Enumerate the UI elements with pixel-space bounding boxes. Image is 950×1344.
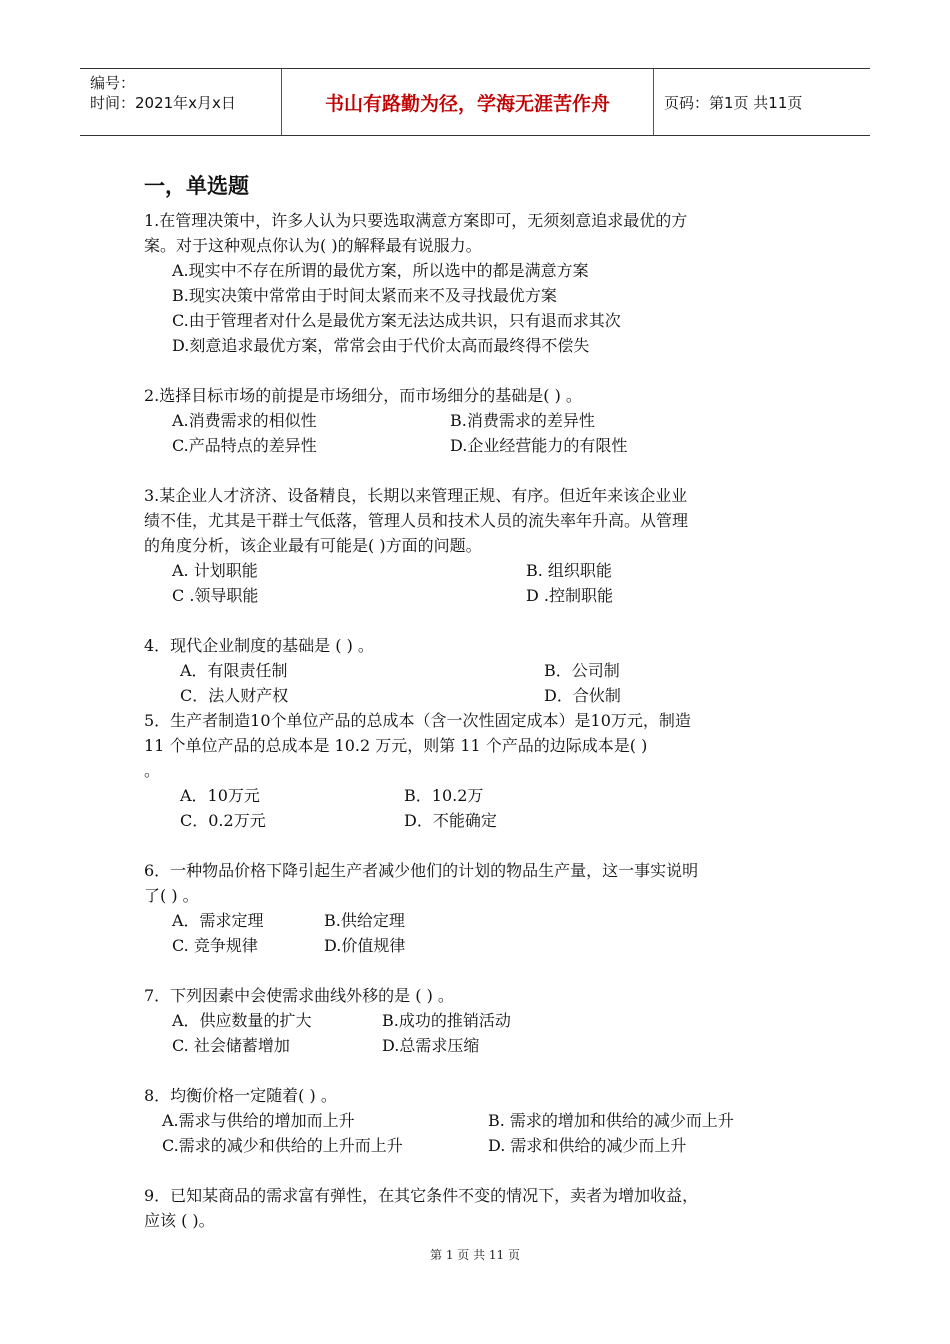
- option-c: C.产品特点的差异性: [172, 436, 317, 455]
- question-8: [144, 1083, 810, 1158]
- option-b: B.成功的推销活动: [382, 1011, 511, 1030]
- option-d: D.总需求压缩: [382, 1036, 480, 1055]
- question-stem-line: 4．现代企业制度的基础是 ( ) 。: [144, 636, 374, 655]
- question-4: [144, 633, 810, 708]
- option-d: D .控制职能: [526, 586, 614, 605]
- option-row: [144, 808, 810, 833]
- option-row: [144, 683, 810, 708]
- option-row: [144, 658, 810, 683]
- question-1: [144, 208, 810, 358]
- option-row: [144, 583, 810, 608]
- option-d: D．不能确定: [404, 811, 497, 830]
- question-list: [144, 208, 810, 1233]
- option-b: B. 需求的增加和供给的减少而上升: [488, 1111, 734, 1130]
- question-2: [144, 383, 810, 458]
- option-c: C．0.2万元: [180, 811, 266, 830]
- option-c: C.需求的减少和供给的上升而上升: [162, 1136, 403, 1155]
- option-row: [144, 933, 810, 958]
- question-stem-line: 了( ) 。: [144, 886, 199, 905]
- option-row: [144, 433, 810, 458]
- option-b: B．10.2万: [404, 786, 484, 805]
- option-row: [144, 1033, 810, 1058]
- option-row: [144, 1133, 810, 1158]
- option-c: C. 社会储蓄增加: [172, 1036, 290, 1055]
- question-6: [144, 858, 810, 958]
- header-info-cell: [80, 69, 282, 135]
- header-page-label: 页码：第1页 共11页: [664, 93, 803, 112]
- question-stem-line: 3.某企业人才济济、设备精良，长期以来管理正规、有序。但近年来该企业业: [144, 486, 688, 505]
- option-b: B.供给定理: [324, 911, 405, 930]
- option-c: C.由于管理者对什么是最优方案无法达成共识，只有退而求其次: [172, 311, 621, 330]
- question-stem-line: 的角度分析，该企业最有可能是( )方面的问题。: [144, 536, 482, 555]
- option-row: [144, 908, 810, 933]
- option-a: A.现实中不存在所谓的最优方案，所以选中的都是满意方案: [172, 261, 589, 280]
- option-a: A.消费需求的相似性: [172, 411, 317, 430]
- option-c: C .领导职能: [172, 586, 259, 605]
- option-d: D．合伙制: [544, 686, 621, 705]
- question-stem-line: 应该 ( )。: [144, 1211, 215, 1230]
- option-a: A．10万元: [180, 786, 260, 805]
- question-stem-line: 9．已知某商品的需求富有弹性，在其它条件不变的情况下，卖者为增加收益，: [144, 1186, 699, 1205]
- option-b: B.消费需求的差异性: [450, 411, 595, 430]
- option-d: D.价值规律: [324, 936, 406, 955]
- question-3: [144, 483, 810, 608]
- option-b: B．公司制: [544, 661, 620, 680]
- option-d: D.刻意追求最优方案，常常会由于代价太高而最终得不偿失: [172, 336, 590, 355]
- document-time-label: 时间：2021年x月x日: [90, 94, 236, 112]
- option-b: B.现实决策中常常由于时间太紧而来不及寻找最优方案: [172, 286, 557, 305]
- question-stem-line: 2.选择目标市场的前提是市场细分，而市场细分的基础是( ) 。: [144, 386, 582, 405]
- question-stem-line: 。: [144, 761, 161, 780]
- option-a: A.需求与供给的增加而上升: [162, 1111, 355, 1130]
- section-title: 一，单选题: [144, 174, 249, 198]
- page-header: [80, 68, 870, 136]
- option-row: [144, 783, 810, 808]
- question-stem-line: 案。对于这种观点你认为( )的解释最有说服力。: [144, 236, 482, 255]
- question-stem-line: 6．一种物品价格下降引起生产者减少他们的计划的物品生产量，这一事实说明: [144, 861, 699, 880]
- option-row: [144, 408, 810, 433]
- question-stem-line: 绩不佳，尤其是干群士气低落，管理人员和技术人员的流失率年升高。从管理: [144, 511, 689, 530]
- page-footer: [0, 1246, 950, 1263]
- option-a: A．有限责任制: [180, 661, 288, 680]
- footer-page-number: 第 1 页 共 11 页: [430, 1248, 520, 1262]
- question-stem-line: 7．下列因素中会使需求曲线外移的是 ( ) 。: [144, 986, 454, 1005]
- question-9: [144, 1183, 810, 1233]
- option-a: A. 计划职能: [172, 561, 258, 580]
- option-row: [144, 1008, 810, 1033]
- option-row: [144, 1108, 810, 1133]
- question-stem-line: 8．均衡价格一定随着( ) 。: [144, 1086, 337, 1105]
- option-a: A．需求定理: [172, 911, 264, 930]
- option-row: [144, 558, 810, 583]
- option-d: D.企业经营能力的有限性: [450, 436, 628, 455]
- question-7: [144, 983, 810, 1058]
- question-5: [144, 708, 810, 833]
- header-motto: 书山有路勤为径，学海无涯苦作舟: [282, 69, 654, 135]
- option-b: B. 组织职能: [526, 561, 612, 580]
- question-stem-line: 1.在管理决策中，许多人认为只要选取满意方案即可，无须刻意追求最优的方: [144, 211, 688, 230]
- question-stem-line: 5．生产者制造10个单位产品的总成本（含一次性固定成本）是10万元，制造: [144, 711, 691, 730]
- option-a: A．供应数量的扩大: [172, 1011, 312, 1030]
- question-stem-line: 11 个单位产品的总成本是 10.2 万元，则第 11 个产品的边际成本是( ): [144, 736, 648, 755]
- option-c: C. 竞争规律: [172, 936, 258, 955]
- document-number-label: 编号：: [90, 74, 136, 92]
- option-d: D. 需求和供给的减少而上升: [488, 1136, 687, 1155]
- option-c: C．法人财产权: [180, 686, 289, 705]
